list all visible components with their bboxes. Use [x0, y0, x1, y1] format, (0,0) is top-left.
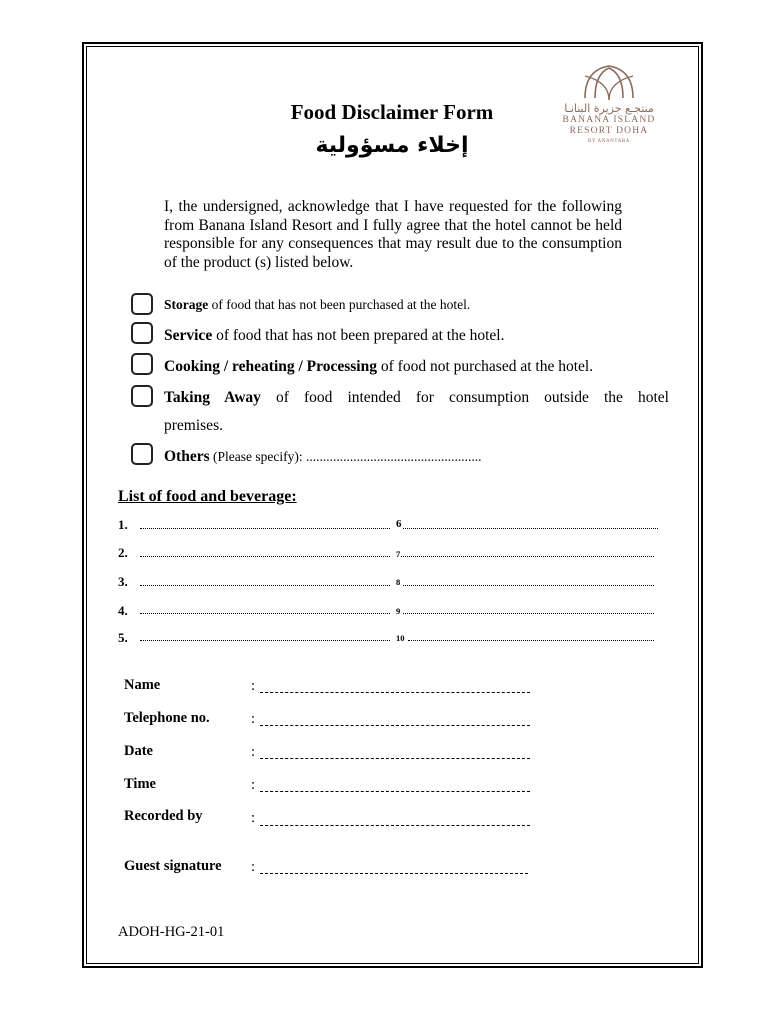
option-others-text: (Please specify): [209, 449, 303, 464]
list-entry-line[interactable] [140, 613, 390, 614]
time-field[interactable] [260, 791, 530, 792]
option-cooking [164, 357, 593, 377]
recorded-by-label: Recorded by [124, 808, 203, 824]
resort-logo [555, 62, 663, 147]
name-field[interactable] [260, 692, 530, 693]
logo-line-1: BANANA ISLAND [562, 115, 656, 125]
time-colon: : [251, 777, 256, 793]
date-colon: : [251, 744, 256, 760]
intro-paragraph: I, the undersigned, acknowledge that I have requested for the following from Banana Island Resort and I fully agree that the hotel cannot be held responsible for any consequences that may result due to the consumption of the product (s) listed below. [164, 198, 622, 271]
option-cooking-bold: Cooking / reheating / Processing [164, 358, 377, 375]
storage-checkbox[interactable] [131, 293, 153, 315]
list-number: 5. [118, 630, 128, 645]
form-title: Food Disclaimer Form [290, 100, 494, 124]
list-number: 2. [118, 545, 128, 560]
form-title-arabic: إخلاء مسؤولية [315, 133, 469, 158]
telephone-field[interactable] [260, 725, 530, 726]
guest-signature-colon: : [251, 859, 256, 875]
option-storage-bold: Storage [164, 297, 209, 312]
list-number: 9 [396, 606, 401, 616]
food-list-title: List of food and beverage: [118, 488, 297, 505]
guest-signature-label: Guest signature [124, 858, 222, 874]
option-storage [164, 295, 470, 315]
option-service-text: of food that has not been prepared at the hotel. [212, 327, 505, 344]
others-checkbox[interactable] [131, 443, 153, 465]
name-colon: : [251, 678, 256, 694]
list-number: 6 [396, 518, 402, 530]
name-label: Name [124, 677, 161, 693]
list-entry-line[interactable] [140, 640, 390, 641]
list-number: 1. [118, 517, 128, 532]
list-number: 8 [396, 577, 401, 587]
option-service [164, 326, 504, 346]
option-service-bold: Service [164, 327, 213, 344]
taking-away-checkbox[interactable] [131, 385, 153, 407]
option-storage-text: of food that has not been purchased at the hotel. [208, 297, 471, 312]
form-code: ADOH-HG-21-01 [118, 924, 225, 940]
list-number: 7 [396, 549, 401, 559]
option-others [164, 447, 481, 467]
option-taking-away-text: of food intended for consumption outside the hotel [260, 389, 669, 406]
list-entry-line[interactable] [408, 640, 654, 641]
recorded-by-colon: : [251, 810, 256, 826]
option-taking-away-bold: Taking Away [164, 389, 261, 406]
list-number: 10 [396, 633, 405, 643]
option-taking-away-line2: premises. [164, 417, 223, 434]
list-entry-line[interactable] [403, 613, 654, 614]
list-number: 4. [118, 603, 128, 618]
time-label: Time [124, 776, 156, 792]
list-number: 3. [118, 574, 128, 589]
cooking-checkbox[interactable] [131, 353, 153, 375]
list-entry-line[interactable] [140, 585, 390, 586]
guest-signature-field[interactable] [260, 873, 528, 874]
date-label: Date [124, 743, 153, 759]
telephone-label: Telephone no. [124, 710, 210, 726]
list-entry-line[interactable] [403, 528, 658, 529]
logo-line-3: BY ANANTARA [588, 139, 630, 144]
recorded-by-field[interactable] [260, 825, 530, 826]
list-entry-line[interactable] [403, 585, 654, 586]
list-entry-line[interactable] [140, 528, 390, 529]
list-entry-line[interactable] [401, 556, 654, 557]
logo-line-2: RESORT DOHA [569, 126, 649, 136]
arches-logo-icon [581, 62, 637, 102]
option-taking-away [164, 388, 669, 408]
date-field[interactable] [260, 758, 530, 759]
list-entry-line[interactable] [140, 556, 390, 557]
option-cooking-text: of food not purchased at the hotel. [377, 358, 594, 375]
service-checkbox[interactable] [131, 322, 153, 344]
telephone-colon: : [251, 711, 256, 727]
option-others-dots: .................................................... [302, 449, 482, 464]
option-others-bold: Others [164, 448, 210, 465]
logo-arabic-text: منتجـع جزيرة البنانـا [564, 102, 654, 115]
